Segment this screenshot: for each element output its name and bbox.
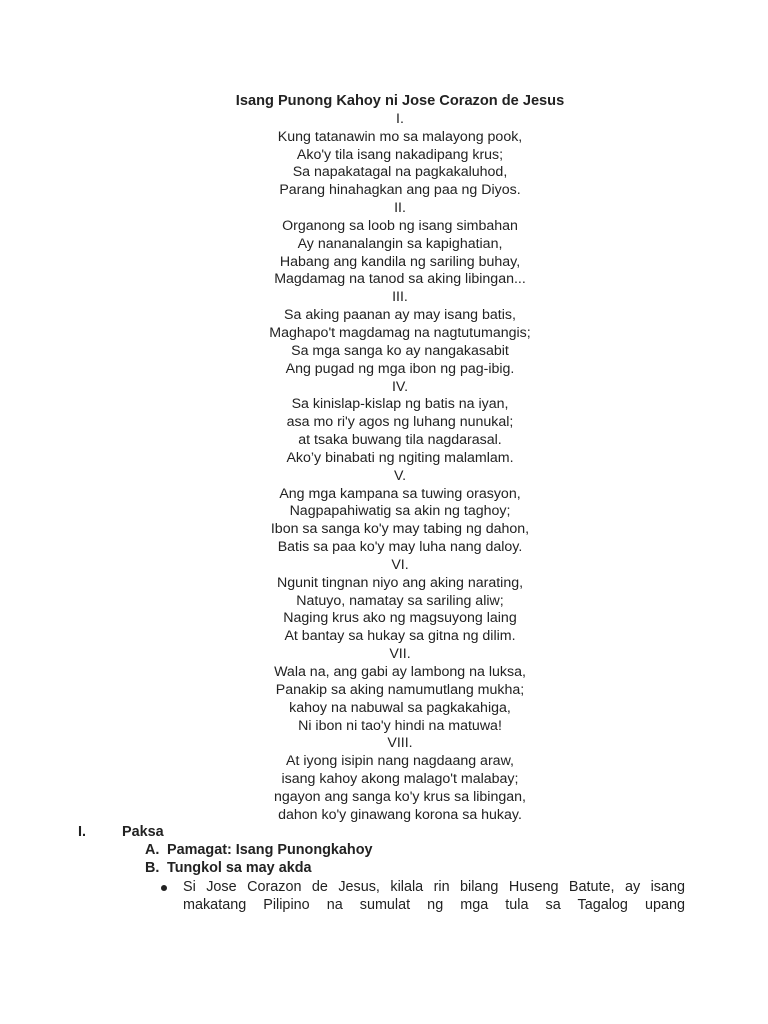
poem-line: At iyong isipin nang nagdaang araw, xyxy=(286,753,514,770)
stanza-numeral: I. xyxy=(396,110,404,127)
stanza-numeral: VI. xyxy=(391,556,409,573)
poem-line: at tsaka buwang tila nagdarasal. xyxy=(298,432,502,449)
stanza-numeral: III. xyxy=(392,289,408,306)
poem-line: Panakip sa aking namumutlang mukha; xyxy=(275,681,525,698)
stanza-numeral: IV. xyxy=(391,378,409,395)
poem-line: Sa kinislap-kislap ng batis na iyan, xyxy=(291,396,509,413)
poem-line: Batis sa paa ko'y may luha nang daloy. xyxy=(277,539,523,556)
poem-line: Wala na, ang gabi ay lambong na luksa, xyxy=(274,664,526,680)
stanza-numeral: VIII. xyxy=(387,735,413,752)
poem-line: Organong sa loob ng isang simbahan xyxy=(282,217,518,234)
poem-line: Kung tatanawin mo sa malayong pook, xyxy=(277,128,523,145)
stanza-numeral: II. xyxy=(394,200,406,217)
bullet-line: Si Jose Corazon de Jesus, kilala rin bilang Huseng Batute, ay isang xyxy=(183,879,685,895)
bullet-line: makatang Pilipino na sumulat ng mga tula sa Tagalog upang xyxy=(183,897,685,913)
section-numeral: I. xyxy=(78,824,86,840)
poem-line: Ni ibon ni tao'y hindi na matuwa! xyxy=(298,717,502,734)
poem-line: Ako’y binabati ng ngiting malamlam. xyxy=(286,449,514,466)
poem-title: Isang Punong Kahoy ni Jose Corazon de Jesus xyxy=(235,93,565,109)
poem-line: Nagpapahiwatig sa akin ng taghoy; xyxy=(289,503,511,520)
poem-line: Ibon sa sanga ko'y may tabing ng dahon, xyxy=(270,521,530,538)
poem-line: asa mo ri'y agos ng luhang nunukal; xyxy=(286,414,514,431)
poem-line: Ngunit tingnan niyo ang aking narating, xyxy=(276,574,524,591)
poem-line: Maghapo't magdamag na nagtutumangis; xyxy=(269,324,531,341)
bullet-paragraph xyxy=(183,878,685,914)
section-title: Paksa xyxy=(122,824,164,840)
bullet-icon xyxy=(161,885,167,891)
poem-line: Sa napakatagal na pagkakaluhod, xyxy=(292,164,508,181)
poem-line: dahon ko'y ginawang korona sa hukay. xyxy=(278,806,522,823)
poem-line: Naging krus ako ng magsuyong laing xyxy=(283,610,517,627)
stanza-numeral: VII. xyxy=(389,646,411,663)
poem-line: Ang mga kampana sa tuwing orasyon, xyxy=(279,485,521,502)
poem-line: At bantay sa hukay sa gitna ng dilim. xyxy=(284,628,516,645)
poem-line: Ang pugad ng mga ibon ng pag-ibig. xyxy=(285,360,515,377)
poem-line: Magdamag na tanod sa aking libingan... xyxy=(274,271,526,288)
item-b-title: Tungkol sa may akda xyxy=(167,860,312,876)
item-a-letter: A. xyxy=(145,842,160,858)
poem-line: Habang ang kandila ng sariling buhay, xyxy=(279,253,521,270)
item-a-title: Pamagat: Isang Punongkahoy xyxy=(167,842,373,858)
item-b-letter: B. xyxy=(145,860,160,876)
poem xyxy=(200,93,600,825)
poem-line: Parang hinahagkan ang paa ng Diyos. xyxy=(279,182,521,199)
poem-line: kahoy na nabuwal sa pagkakahiga, xyxy=(289,699,511,716)
poem-line: Natuyo, namatay sa sariling aliw; xyxy=(296,592,504,609)
poem-line: isang kahoy akong malago't malabay; xyxy=(281,771,519,788)
poem-line: Ay nananalangin sa kapighatian, xyxy=(297,235,503,252)
poem-line: Sa aking paanan ay may isang batis, xyxy=(284,307,516,324)
poem-line: Ako'y tila isang nakadipang krus; xyxy=(296,146,504,163)
poem-line: ngayon ang sanga ko'y krus sa libingan, xyxy=(274,788,526,805)
stanza-numeral: V. xyxy=(393,467,407,484)
poem-line: Sa mga sanga ko ay nangakasabit xyxy=(291,342,509,359)
